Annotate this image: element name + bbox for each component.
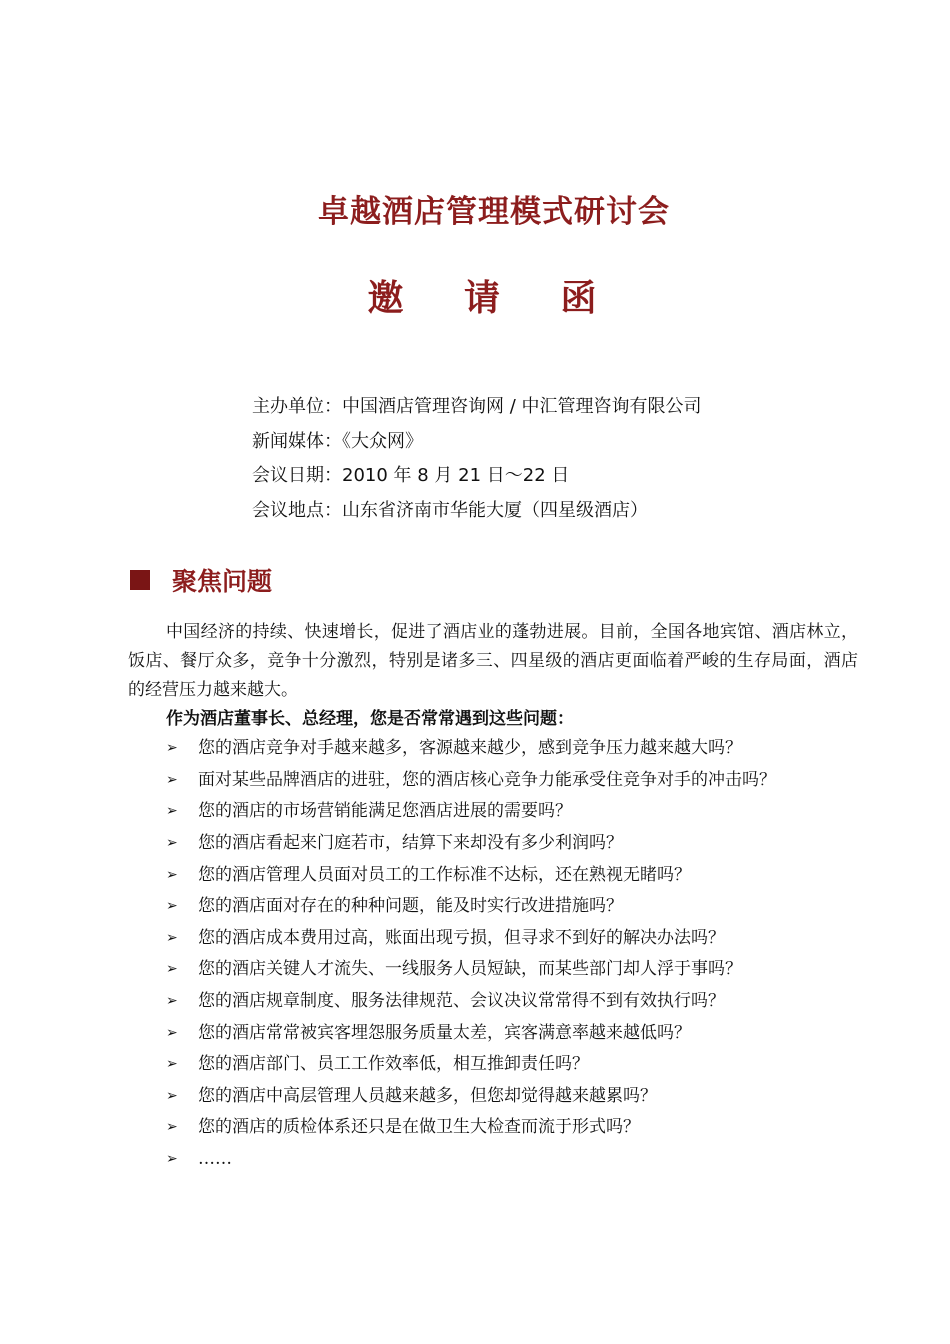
question-text: 您的酒店的市场营销能满足您酒店进展的需要吗？ [198, 801, 572, 822]
question-text: 您的酒店管理人员面对员工的工作标准不达标，还在熟视无睹吗？ [198, 864, 691, 885]
arrow-bullet-icon: ➢ [166, 961, 178, 978]
list-item [160, 1112, 880, 1144]
arrow-bullet-icon: ➢ [166, 835, 178, 852]
list-item [160, 954, 880, 986]
list-item [160, 1081, 880, 1113]
arrow-bullet-icon: ➢ [166, 898, 178, 915]
document-subtitle: 邀 请 函 [367, 278, 621, 319]
arrow-bullet-icon: ➢ [166, 1087, 178, 1104]
list-item [160, 986, 880, 1018]
event-info [252, 390, 872, 528]
arrow-bullet-icon: ➢ [166, 993, 178, 1010]
question-text: 您的酒店看起来门庭若市，结算下来却没有多少利润吗？ [198, 833, 623, 854]
question-text: 您的酒店常常被宾客埋怨服务质量太差，宾客满意率越来越低吗？ [198, 1022, 691, 1043]
list-item [160, 1017, 880, 1049]
list-item [160, 923, 880, 955]
list-item [160, 1144, 880, 1176]
info-date: 会议日期：2010 年 8 月 21 日～22 日 [252, 465, 570, 486]
list-item [160, 1049, 880, 1081]
arrow-bullet-icon: ➢ [166, 1151, 178, 1168]
list-item [160, 828, 880, 860]
list-item [160, 859, 880, 891]
square-bullet-icon [130, 570, 150, 590]
arrow-bullet-icon: ➢ [166, 740, 178, 757]
question-text: 您的酒店规章制度、服务法律规范、会议决议常常得不到有效执行吗？ [198, 991, 725, 1012]
intro-paragraph: 中国经济的持续、快速增长，促进了酒店业的蓬勃进展。目前，全国各地宾馆、酒店林立，饭店、餐厅众多，竞争十分激烈，特别是诸多三、四星级的酒店更面临着严峻的生存局面，酒店的经营压力越来越大。 [128, 622, 858, 700]
question-text: 您的酒店中高层管理人员越来越多，但您却觉得越来越累吗？ [198, 1085, 657, 1106]
section-heading [130, 560, 272, 600]
info-organizer: 主办单位：中国酒店管理咨询网 / 中汇管理咨询有限公司 [252, 396, 702, 417]
list-item [160, 765, 880, 797]
section-title: 聚焦问题 [172, 567, 273, 596]
list-item [160, 733, 880, 765]
arrow-bullet-icon: ➢ [166, 866, 178, 883]
question-text: 您的酒店成本费用过高，账面出现亏损，但寻求不到好的解决办法吗？ [198, 927, 725, 948]
question-text: 您的酒店关键人才流失、一线服务人员短缺，而某些部门却人浮于事吗？ [198, 959, 742, 980]
arrow-bullet-icon: ➢ [166, 929, 178, 946]
list-item [160, 796, 880, 828]
info-location: 会议地点：山东省济南市华能大厦（四星级酒店） [252, 499, 648, 521]
question-text: …… [198, 1149, 232, 1170]
question-text: 您的酒店面对存在的种种问题，能及时实行改进措施吗？ [198, 896, 623, 917]
arrow-bullet-icon: ➢ [166, 803, 178, 820]
question-lead: 作为酒店董事长、总经理，您是否常常遇到这些问题： [166, 709, 574, 729]
question-text: 您的酒店的质检体系还只是在做卫生大检查而流于形式吗？ [198, 1117, 640, 1138]
arrow-bullet-icon: ➢ [166, 1056, 178, 1073]
document-title: 卓越酒店管理模式研讨会 [318, 194, 670, 230]
question-text: 您的酒店部门、员工工作效率低，相互推卸责任吗？ [198, 1054, 589, 1075]
question-text: 您的酒店竞争对手越来越多，客源越来越少，感到竞争压力越来越大吗？ [198, 738, 742, 759]
arrow-bullet-icon: ➢ [166, 771, 178, 788]
question-text: 面对某些品牌酒店的进驻，您的酒店核心竞争力能承受住竞争对手的冲击吗？ [198, 769, 776, 790]
list-item [160, 891, 880, 923]
info-media: 新闻媒体：《大众网》 [252, 430, 423, 452]
arrow-bullet-icon: ➢ [166, 1119, 178, 1136]
arrow-bullet-icon: ➢ [166, 1024, 178, 1041]
question-list [160, 733, 880, 1175]
